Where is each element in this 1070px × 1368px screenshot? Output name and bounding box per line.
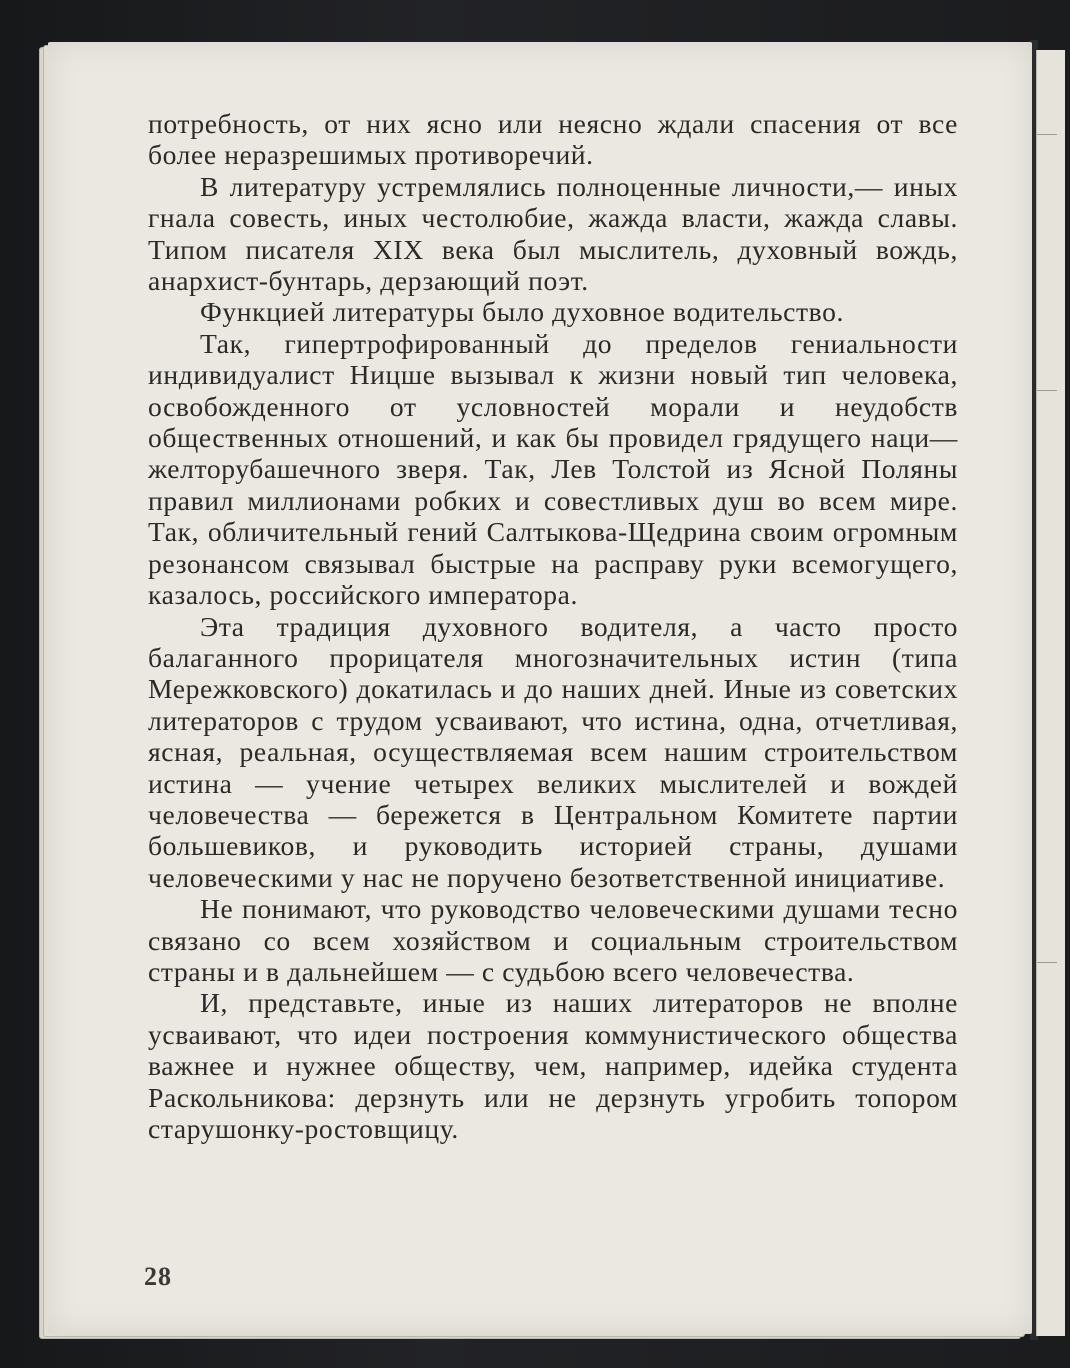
page-text — [148, 108, 958, 1144]
paragraph-1: потребность, от них ясно или неясно ждали спасения от все более неразрешимых противоречий. — [148, 108, 958, 171]
facing-page-edge — [1036, 50, 1065, 1336]
page-number: 28 — [144, 1262, 172, 1291]
facing-page-mark — [1037, 390, 1057, 391]
paragraph-5: Эта традиция духовного водителя, а часто просто балаганного прорицателя многозначительных истин (типа Мережковского) докатилась и до наших дней. Иные из советских литераторов с трудом усваивают, что истина, одна, отчетливая, ясная, реальная, осуществляемая всем нашим строительством истина — учение четырех великих мыслителей и вождей человечества — бережется в Центральном Комитете партии большевиков, и руководить историей страны, душами человеческими у нас не поручено безответственной инициативе. — [148, 610, 958, 893]
paragraph-3: Функцией литературы было духовное водительство. — [200, 296, 844, 328]
paragraph-4: Так, гипертрофированный до пределов гениальности индивидуалист Ницше вызывал к жизни новый тип человека, освобожденного от условностей морали и неудобств общественных отношений, и как бы провидел грядущего наци—желторубашечного зверя. Так, Лев Толстой из Ясной Поляны правил миллионами робких и совестливых душ во всем мире. Так, обличительный гений Салтыкова-Щедрина своим огромным резонансом связывал быстрые на расправу руки всемогущего, казалось, российского императора. — [148, 327, 958, 611]
paragraph-6: Не понимают, что руководство человеческими душами тесно связано со всем хозяйством и социальным строительством страны и в дальнейшем — с судьбою всего человечества. — [148, 893, 958, 987]
paragraph-2: В литературу устремлялись полноценные личности,— иных гнала совесть, иных честолюбие, жажда власти, жажда славы. Типом писателя XIX века был мыслитель, духовный вождь, анархист-бунтарь, дерзающий поэт. — [148, 170, 958, 297]
facing-page-mark — [1037, 962, 1057, 963]
paragraph-7: И, представьте, иные из наших литераторов не вполне усваивают, что идеи построения коммунистического общества важнее и нужнее обществу, чем, например, идейка студента Раскольникова: дерзнуть или не дерзнуть угробить топором старушонку-ростовщицу. — [148, 987, 958, 1144]
facing-page-mark — [1037, 134, 1057, 135]
